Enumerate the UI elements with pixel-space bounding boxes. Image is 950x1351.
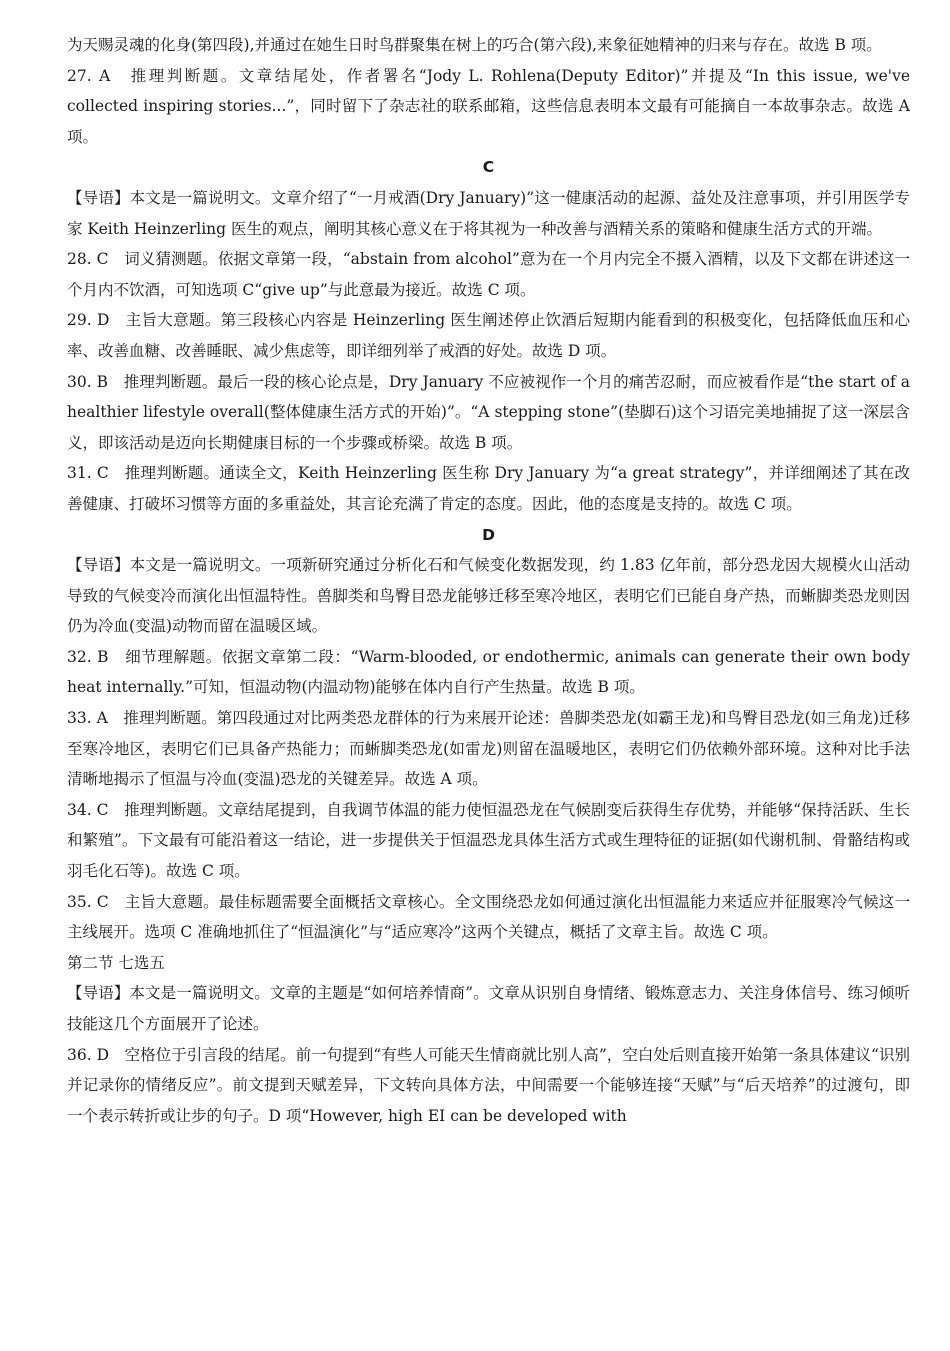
answer-31: 31. C 推理判断题。通读全文，Keith Heinzerling 医生称 Dry January 为“a great strategy”，并详细阐述了其在改善健康、打破坏习惯等方面的多重益处，其言论充满了肯定的态度。因此，他的态度是支持的。故选 C 项。 [67, 464, 910, 513]
answer-30: 30. B 推理判断题。最后一段的核心论点是，Dry January 不应被视作一个月的痛苦忍耐，而应被看作是“the start of a healthier lifestyle overall(整体健康生活方式的开始)”。“A stepping stone”(垫脚石)这个习语完美地捕捉了这一深层含义，即该活动是迈向长期健康目标的一个步骤或桥梁。故选 B 项。 [67, 372, 910, 452]
section-c-heading: C [482, 158, 495, 177]
answer-27: 27. A 推理判断题。文章结尾处，作者署名“Jody L. Rohlena(Deputy Editor)”并提及“In this issue, we've collected inspiring stories...”，同时留下了杂志社的联系邮箱，这些信息表明本文最有可能摘自一本故事杂志。故选 A 项。 [67, 66, 910, 146]
part-two-lead: 【导语】本文是一篇说明文。文章的主题是“如何培养情商”。文章从识别自身情绪、锻炼意志力、关注身体信号、练习倾听技能这几个方面展开了论述。 [67, 984, 910, 1033]
section-d-lead: 【导语】本文是一篇说明文。一项新研究通过分析化石和气候变化数据发现，约 1.83 亿年前，部分恐龙因大规模火山活动导致的气候变冷而演化出恒温特性。兽脚类和鸟臀目恐龙能够迁移至寒冷地区，表明它们已能自身产热，而蜥脚类恐龙则因仍为冷血(变温)动物而留在温暖区域。 [67, 556, 910, 636]
part-two-heading: 第二节 七选五 [67, 953, 165, 972]
answer-35: 35. C 主旨大意题。最佳标题需要全面概括文章核心。全文围绕恐龙如何通过演化出恒温能力来适应并征服寒冷气候这一主线展开。选项 C 准确地抓住了“恒温演化”与“适应寒冷”这两个关键点，概括了文章主旨。故选 C 项。 [67, 892, 910, 942]
previous-answer-fragment: 为天赐灵魂的化身(第四段),并通过在她生日时鸟群聚集在树上的巧合(第六段),来象征她精神的归来与存在。故选 B 项。 [67, 36, 882, 54]
section-c-lead: 【导语】本文是一篇说明文。文章介绍了“一月戒酒(Dry January)”这一健康活动的起源、益处及注意事项，并引用医学专家 Keith Heinzerling 医生的观点，阐明其核心意义在于将其视为一种改善与酒精关系的策略和健康生活方式的开端。 [67, 188, 910, 238]
answer-29: 29. D 主旨大意题。第三段核心内容是 Heinzerling 医生阐述停止饮酒后短期内能看到的积极变化，包括降低血压和心率、改善血糖、改善睡眠、减少焦虑等，即详细列举了戒酒的好处。故选 D 项。 [67, 311, 910, 360]
answer-33: 33. A 推理判断题。第四段通过对比两类恐龙群体的行为来展开论述：兽脚类恐龙(如霸王龙)和鸟臀目恐龙(如三角龙)迁移至寒冷地区，表明它们已具备产热能力；而蜥脚类恐龙(如雷龙)则留在温暖地区，表明它们仍依赖外部环境。这种对比手法清晰地揭示了恒温与冷血(变温)恐龙的关键差异。故选 A 项。 [67, 709, 910, 789]
answer-32: 32. B 细节理解题。依据文章第二段：“Warm-blooded, or endothermic, animals can generate their own body heat internally.”可知，恒温动物(内温动物)能够在体内自行产生热量。故选 B 项。 [67, 647, 910, 697]
section-d-heading: D [482, 525, 495, 544]
page-content [67, 36, 910, 1131]
answer-36: 36. D 空格位于引言段的结尾。前一句提到“有些人可能天生情商就比别人高”，空白处后则直接开始第一条具体建议“识别并记录你的情绪反应”。前文提到天赋差异，下文转向具体方法，中间需要一个能够连接“天赋”与“后天培养”的过渡句，即一个表示转折或让步的句子。D 项“However, high EI can be developed with [67, 1045, 910, 1125]
answer-34: 34. C 推理判断题。文章结尾提到，自我调节体温的能力使恒温恐龙在气候剧变后获得生存优势，并能够“保持活跃、生长和繁殖”。下文最有可能沿着这一结论，进一步提供关于恒温恐龙具体生活方式或生理特征的证据(如代谢机制、骨骼结构或羽毛化石等)。故选 C 项。 [67, 800, 910, 881]
answer-28: 28. C 词义猜测题。依据文章第一段，“abstain from alcohol”意为在一个月内完全不摄入酒精，以及下文都在讲述这一个月内不饮酒，可知选项 C“give up”与此意最为接近。故选 C 项。 [67, 250, 910, 299]
